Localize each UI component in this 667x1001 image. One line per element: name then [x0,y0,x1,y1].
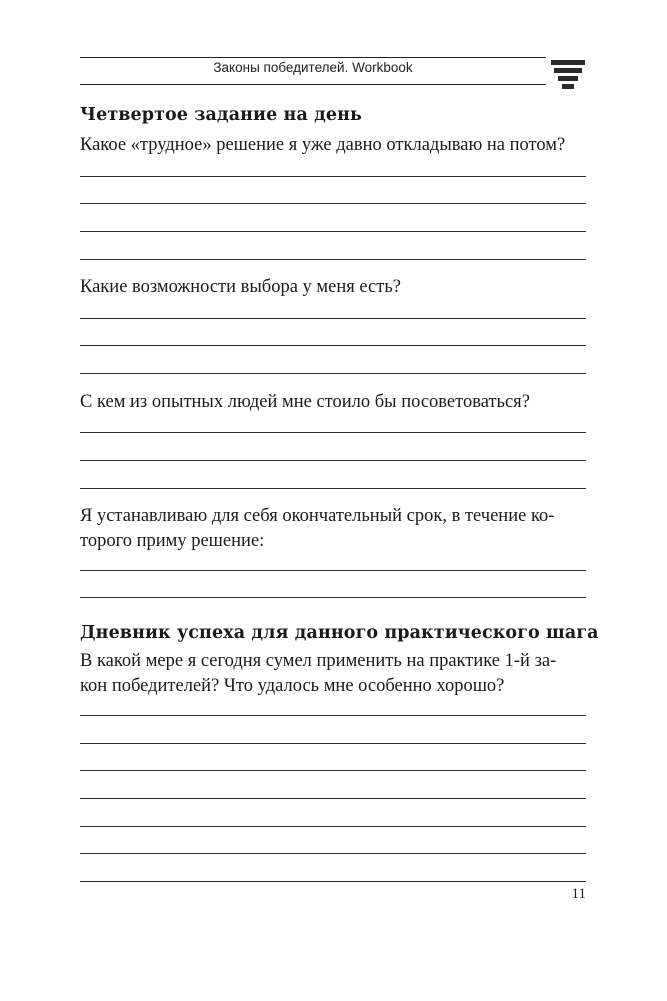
running-head-title: Законы победителей. Workbook [213,60,413,75]
question-hard-decision [80,133,586,158]
answer-line [80,231,586,232]
page-number: 11 [571,886,586,902]
question-deadline [80,504,586,554]
answer-line [80,881,586,882]
answer-line [80,743,586,744]
answer-line [80,488,586,489]
answer-line [80,715,586,716]
header-rule-bottom [80,84,546,85]
answer-line [80,460,586,461]
answer-line [80,570,586,571]
stacked-bars-logo-icon [551,60,585,90]
question-line: торого приму решение: [80,531,265,551]
answer-line [80,432,586,433]
answer-line [80,373,586,374]
section-heading-task: Четвертое задание на день [80,105,362,125]
answer-line [80,826,586,827]
question-law-applied [80,649,586,699]
answer-line [80,259,586,260]
section-heading-diary: Дневник успеха для данного практического шага [80,623,599,643]
answer-line [80,345,586,346]
answer-line [80,203,586,204]
question-line: Какие возможности выбора у меня есть? [80,277,402,297]
question-line: Какое «трудное» решение я уже давно откладываю на потом? [80,135,566,155]
answer-line [80,770,586,771]
question-line: В какой мере я сегодня сумел применить на практике 1-й за- [80,651,557,671]
question-line: С кем из опытных людей мне стоило бы посоветоваться? [80,392,530,412]
answer-line [80,176,586,177]
header-rule-top [80,57,546,58]
question-choice-options [80,275,586,300]
answer-line [80,318,586,319]
question-line: Я устанавливаю для себя окончательный срок, в течение ко- [80,506,555,526]
answer-line [80,597,586,598]
question-advisors [80,390,586,415]
answer-line [80,853,586,854]
question-line: кон победителей? Что удалось мне особенно хорошо? [80,676,505,696]
answer-line [80,798,586,799]
